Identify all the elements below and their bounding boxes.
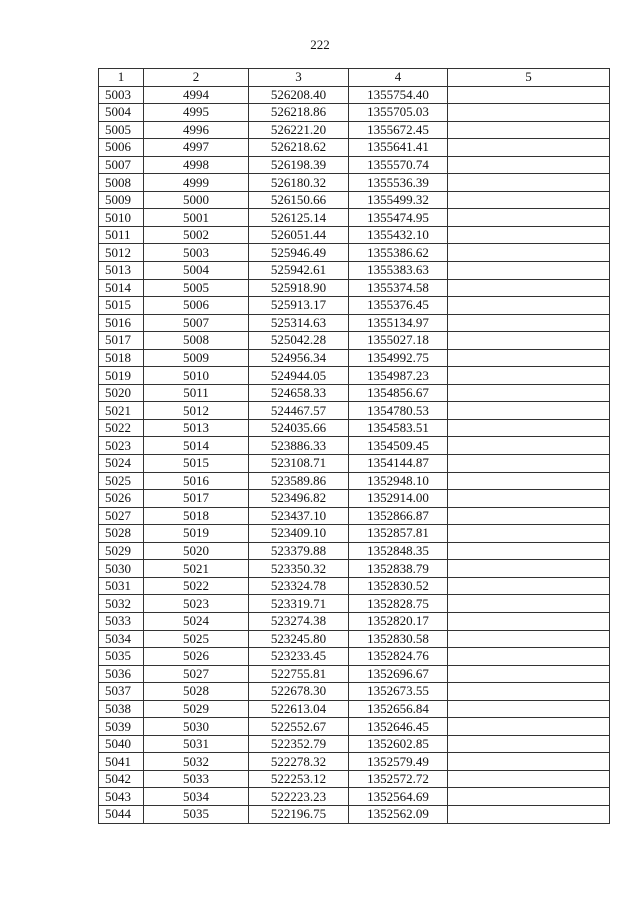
index-cell: 5020 (144, 542, 249, 560)
table-row (99, 367, 610, 385)
note-cell (448, 805, 610, 823)
index-cell: 5027 (144, 665, 249, 683)
note-cell (448, 174, 610, 192)
point-number-cell: 5027 (99, 507, 144, 525)
index-cell: 5010 (144, 367, 249, 385)
index-cell: 5025 (144, 630, 249, 648)
y-coordinate-cell: 1352914.00 (349, 490, 448, 508)
y-coordinate-cell: 1352866.87 (349, 507, 448, 525)
point-number-cell: 5018 (99, 349, 144, 367)
table-row (99, 753, 610, 771)
table-row (99, 139, 610, 157)
y-coordinate-cell: 1355641.41 (349, 139, 448, 157)
column-header-2: 2 (144, 69, 249, 87)
table-row (99, 577, 610, 595)
x-coordinate-cell: 522196.75 (249, 805, 349, 823)
y-coordinate-cell: 1355570.74 (349, 156, 448, 174)
point-number-cell: 5025 (99, 472, 144, 490)
table-row (99, 683, 610, 701)
index-cell: 5004 (144, 262, 249, 280)
index-cell: 5001 (144, 209, 249, 227)
note-cell (448, 209, 610, 227)
point-number-cell: 5024 (99, 455, 144, 473)
note-cell (448, 104, 610, 122)
y-coordinate-cell: 1352673.55 (349, 683, 448, 701)
point-number-cell: 5040 (99, 735, 144, 753)
point-number-cell: 5042 (99, 770, 144, 788)
y-coordinate-cell: 1355536.39 (349, 174, 448, 192)
note-cell (448, 612, 610, 630)
x-coordinate-cell: 524035.66 (249, 419, 349, 437)
point-number-cell: 5006 (99, 139, 144, 157)
index-cell: 5003 (144, 244, 249, 262)
y-coordinate-cell: 1352602.85 (349, 735, 448, 753)
index-cell: 5023 (144, 595, 249, 613)
note-cell (448, 437, 610, 455)
x-coordinate-cell: 524658.33 (249, 384, 349, 402)
y-coordinate-cell: 1352857.81 (349, 525, 448, 543)
table-row (99, 402, 610, 420)
point-number-cell: 5036 (99, 665, 144, 683)
index-cell: 4994 (144, 86, 249, 104)
y-coordinate-cell: 1355672.45 (349, 121, 448, 139)
table-row (99, 560, 610, 578)
x-coordinate-cell: 522678.30 (249, 683, 349, 701)
index-cell: 5008 (144, 332, 249, 350)
table-row (99, 174, 610, 192)
y-coordinate-cell: 1352656.84 (349, 700, 448, 718)
note-cell (448, 121, 610, 139)
index-cell: 4997 (144, 139, 249, 157)
x-coordinate-cell: 522352.79 (249, 735, 349, 753)
point-number-cell: 5032 (99, 595, 144, 613)
y-coordinate-cell: 1354780.53 (349, 402, 448, 420)
note-cell (448, 665, 610, 683)
note-cell (448, 332, 610, 350)
y-coordinate-cell: 1354856.67 (349, 384, 448, 402)
table-header (99, 69, 610, 87)
table-row (99, 86, 610, 104)
note-cell (448, 314, 610, 332)
point-number-cell: 5037 (99, 683, 144, 701)
x-coordinate-cell: 522253.12 (249, 770, 349, 788)
note-cell (448, 735, 610, 753)
x-coordinate-cell: 526218.86 (249, 104, 349, 122)
index-cell: 5019 (144, 525, 249, 543)
note-cell (448, 384, 610, 402)
table-row (99, 665, 610, 683)
point-number-cell: 5020 (99, 384, 144, 402)
y-coordinate-cell: 1352820.17 (349, 612, 448, 630)
table-row (99, 700, 610, 718)
index-cell: 4999 (144, 174, 249, 192)
point-number-cell: 5038 (99, 700, 144, 718)
table-body (99, 86, 610, 823)
note-cell (448, 595, 610, 613)
point-number-cell: 5019 (99, 367, 144, 385)
table-row (99, 542, 610, 560)
table-row (99, 648, 610, 666)
index-cell: 4995 (144, 104, 249, 122)
y-coordinate-cell: 1352848.35 (349, 542, 448, 560)
x-coordinate-cell: 523245.80 (249, 630, 349, 648)
note-cell (448, 683, 610, 701)
coordinates-table (98, 68, 610, 824)
x-coordinate-cell: 526208.40 (249, 86, 349, 104)
y-coordinate-cell: 1354992.75 (349, 349, 448, 367)
note-cell (448, 191, 610, 209)
index-cell: 5017 (144, 490, 249, 508)
table-row (99, 279, 610, 297)
point-number-cell: 5021 (99, 402, 144, 420)
table-row (99, 788, 610, 806)
index-cell: 5000 (144, 191, 249, 209)
table-row (99, 805, 610, 823)
point-number-cell: 5004 (99, 104, 144, 122)
index-cell: 5032 (144, 753, 249, 771)
table-row (99, 595, 610, 613)
point-number-cell: 5014 (99, 279, 144, 297)
point-number-cell: 5034 (99, 630, 144, 648)
table-row (99, 472, 610, 490)
index-cell: 5022 (144, 577, 249, 595)
y-coordinate-cell: 1355474.95 (349, 209, 448, 227)
x-coordinate-cell: 523886.33 (249, 437, 349, 455)
index-cell: 5011 (144, 384, 249, 402)
y-coordinate-cell: 1352830.52 (349, 577, 448, 595)
x-coordinate-cell: 523274.38 (249, 612, 349, 630)
index-cell: 5030 (144, 718, 249, 736)
note-cell (448, 226, 610, 244)
index-cell: 5018 (144, 507, 249, 525)
point-number-cell: 5009 (99, 191, 144, 209)
table-row (99, 455, 610, 473)
note-cell (448, 788, 610, 806)
y-coordinate-cell: 1355499.32 (349, 191, 448, 209)
point-number-cell: 5016 (99, 314, 144, 332)
x-coordinate-cell: 522552.67 (249, 718, 349, 736)
x-coordinate-cell: 524467.57 (249, 402, 349, 420)
y-coordinate-cell: 1354144.87 (349, 455, 448, 473)
note-cell (448, 525, 610, 543)
note-cell (448, 86, 610, 104)
index-cell: 5007 (144, 314, 249, 332)
y-coordinate-cell: 1355386.62 (349, 244, 448, 262)
note-cell (448, 718, 610, 736)
y-coordinate-cell: 1352646.45 (349, 718, 448, 736)
header-row (99, 69, 610, 87)
x-coordinate-cell: 523350.32 (249, 560, 349, 578)
point-number-cell: 5029 (99, 542, 144, 560)
point-number-cell: 5033 (99, 612, 144, 630)
x-coordinate-cell: 525042.28 (249, 332, 349, 350)
point-number-cell: 5031 (99, 577, 144, 595)
y-coordinate-cell: 1354987.23 (349, 367, 448, 385)
table-row (99, 156, 610, 174)
y-coordinate-cell: 1355374.58 (349, 279, 448, 297)
point-number-cell: 5015 (99, 297, 144, 315)
index-cell: 5015 (144, 455, 249, 473)
y-coordinate-cell: 1352838.79 (349, 560, 448, 578)
x-coordinate-cell: 523437.10 (249, 507, 349, 525)
x-coordinate-cell: 524956.34 (249, 349, 349, 367)
y-coordinate-cell: 1352824.76 (349, 648, 448, 666)
point-number-cell: 5023 (99, 437, 144, 455)
table-row (99, 718, 610, 736)
y-coordinate-cell: 1355027.18 (349, 332, 448, 350)
y-coordinate-cell: 1355134.97 (349, 314, 448, 332)
column-header-1: 1 (99, 69, 144, 87)
table-row (99, 121, 610, 139)
note-cell (448, 560, 610, 578)
point-number-cell: 5011 (99, 226, 144, 244)
x-coordinate-cell: 523379.88 (249, 542, 349, 560)
page-number: 222 (310, 37, 330, 52)
y-coordinate-cell: 1355705.03 (349, 104, 448, 122)
x-coordinate-cell: 523108.71 (249, 455, 349, 473)
point-number-cell: 5003 (99, 86, 144, 104)
y-coordinate-cell: 1355376.45 (349, 297, 448, 315)
y-coordinate-cell: 1352572.72 (349, 770, 448, 788)
x-coordinate-cell: 526051.44 (249, 226, 349, 244)
note-cell (448, 507, 610, 525)
index-cell: 5029 (144, 700, 249, 718)
table-row (99, 525, 610, 543)
x-coordinate-cell: 522278.32 (249, 753, 349, 771)
index-cell: 5002 (144, 226, 249, 244)
point-number-cell: 5017 (99, 332, 144, 350)
table-row (99, 770, 610, 788)
table-row (99, 314, 610, 332)
point-number-cell: 5008 (99, 174, 144, 192)
index-cell: 5033 (144, 770, 249, 788)
index-cell: 5005 (144, 279, 249, 297)
index-cell: 4998 (144, 156, 249, 174)
point-number-cell: 5005 (99, 121, 144, 139)
note-cell (448, 577, 610, 595)
table-row (99, 209, 610, 227)
index-cell: 4996 (144, 121, 249, 139)
table-row (99, 490, 610, 508)
note-cell (448, 367, 610, 385)
table-row (99, 297, 610, 315)
note-cell (448, 297, 610, 315)
note-cell (448, 700, 610, 718)
x-coordinate-cell: 524944.05 (249, 367, 349, 385)
x-coordinate-cell: 523319.71 (249, 595, 349, 613)
point-number-cell: 5041 (99, 753, 144, 771)
note-cell (448, 244, 610, 262)
note-cell (448, 490, 610, 508)
column-header-3: 3 (249, 69, 349, 87)
note-cell (448, 542, 610, 560)
note-cell (448, 648, 610, 666)
point-number-cell: 5035 (99, 648, 144, 666)
y-coordinate-cell: 1354583.51 (349, 419, 448, 437)
table-row (99, 384, 610, 402)
index-cell: 5016 (144, 472, 249, 490)
table-row (99, 507, 610, 525)
x-coordinate-cell: 526180.32 (249, 174, 349, 192)
table-row (99, 437, 610, 455)
point-number-cell: 5010 (99, 209, 144, 227)
note-cell (448, 472, 610, 490)
x-coordinate-cell: 523496.82 (249, 490, 349, 508)
table-row (99, 630, 610, 648)
y-coordinate-cell: 1352696.67 (349, 665, 448, 683)
x-coordinate-cell: 526218.62 (249, 139, 349, 157)
index-cell: 5026 (144, 648, 249, 666)
note-cell (448, 139, 610, 157)
index-cell: 5012 (144, 402, 249, 420)
x-coordinate-cell: 525946.49 (249, 244, 349, 262)
index-cell: 5006 (144, 297, 249, 315)
note-cell (448, 156, 610, 174)
x-coordinate-cell: 526198.39 (249, 156, 349, 174)
point-number-cell: 5044 (99, 805, 144, 823)
index-cell: 5021 (144, 560, 249, 578)
y-coordinate-cell: 1352948.10 (349, 472, 448, 490)
table-row (99, 419, 610, 437)
point-number-cell: 5030 (99, 560, 144, 578)
column-header-4: 4 (349, 69, 448, 87)
x-coordinate-cell: 525942.61 (249, 262, 349, 280)
point-number-cell: 5022 (99, 419, 144, 437)
note-cell (448, 455, 610, 473)
y-coordinate-cell: 1352579.49 (349, 753, 448, 771)
note-cell (448, 419, 610, 437)
y-coordinate-cell: 1354509.45 (349, 437, 448, 455)
point-number-cell: 5007 (99, 156, 144, 174)
table-row (99, 244, 610, 262)
y-coordinate-cell: 1352564.69 (349, 788, 448, 806)
point-number-cell: 5043 (99, 788, 144, 806)
note-cell (448, 753, 610, 771)
note-cell (448, 349, 610, 367)
x-coordinate-cell: 525913.17 (249, 297, 349, 315)
y-coordinate-cell: 1355432.10 (349, 226, 448, 244)
x-coordinate-cell: 526125.14 (249, 209, 349, 227)
column-header-5: 5 (448, 69, 610, 87)
index-cell: 5024 (144, 612, 249, 630)
point-number-cell: 5013 (99, 262, 144, 280)
point-number-cell: 5039 (99, 718, 144, 736)
note-cell (448, 262, 610, 280)
index-cell: 5034 (144, 788, 249, 806)
note-cell (448, 402, 610, 420)
x-coordinate-cell: 523324.78 (249, 577, 349, 595)
y-coordinate-cell: 1355754.40 (349, 86, 448, 104)
table-row (99, 612, 610, 630)
x-coordinate-cell: 522223.23 (249, 788, 349, 806)
table-row (99, 332, 610, 350)
x-coordinate-cell: 525918.90 (249, 279, 349, 297)
y-coordinate-cell: 1352562.09 (349, 805, 448, 823)
point-number-cell: 5012 (99, 244, 144, 262)
y-coordinate-cell: 1352830.58 (349, 630, 448, 648)
index-cell: 5035 (144, 805, 249, 823)
x-coordinate-cell: 522755.81 (249, 665, 349, 683)
point-number-cell: 5026 (99, 490, 144, 508)
y-coordinate-cell: 1352828.75 (349, 595, 448, 613)
table-row (99, 735, 610, 753)
index-cell: 5013 (144, 419, 249, 437)
index-cell: 5009 (144, 349, 249, 367)
x-coordinate-cell: 523233.45 (249, 648, 349, 666)
table-row (99, 349, 610, 367)
x-coordinate-cell: 526150.66 (249, 191, 349, 209)
x-coordinate-cell: 522613.04 (249, 700, 349, 718)
index-cell: 5028 (144, 683, 249, 701)
table-row (99, 262, 610, 280)
x-coordinate-cell: 523409.10 (249, 525, 349, 543)
y-coordinate-cell: 1355383.63 (349, 262, 448, 280)
note-cell (448, 279, 610, 297)
table-row (99, 191, 610, 209)
index-cell: 5031 (144, 735, 249, 753)
x-coordinate-cell: 523589.86 (249, 472, 349, 490)
note-cell (448, 630, 610, 648)
table-row (99, 104, 610, 122)
table-row (99, 226, 610, 244)
x-coordinate-cell: 525314.63 (249, 314, 349, 332)
x-coordinate-cell: 526221.20 (249, 121, 349, 139)
point-number-cell: 5028 (99, 525, 144, 543)
note-cell (448, 770, 610, 788)
index-cell: 5014 (144, 437, 249, 455)
